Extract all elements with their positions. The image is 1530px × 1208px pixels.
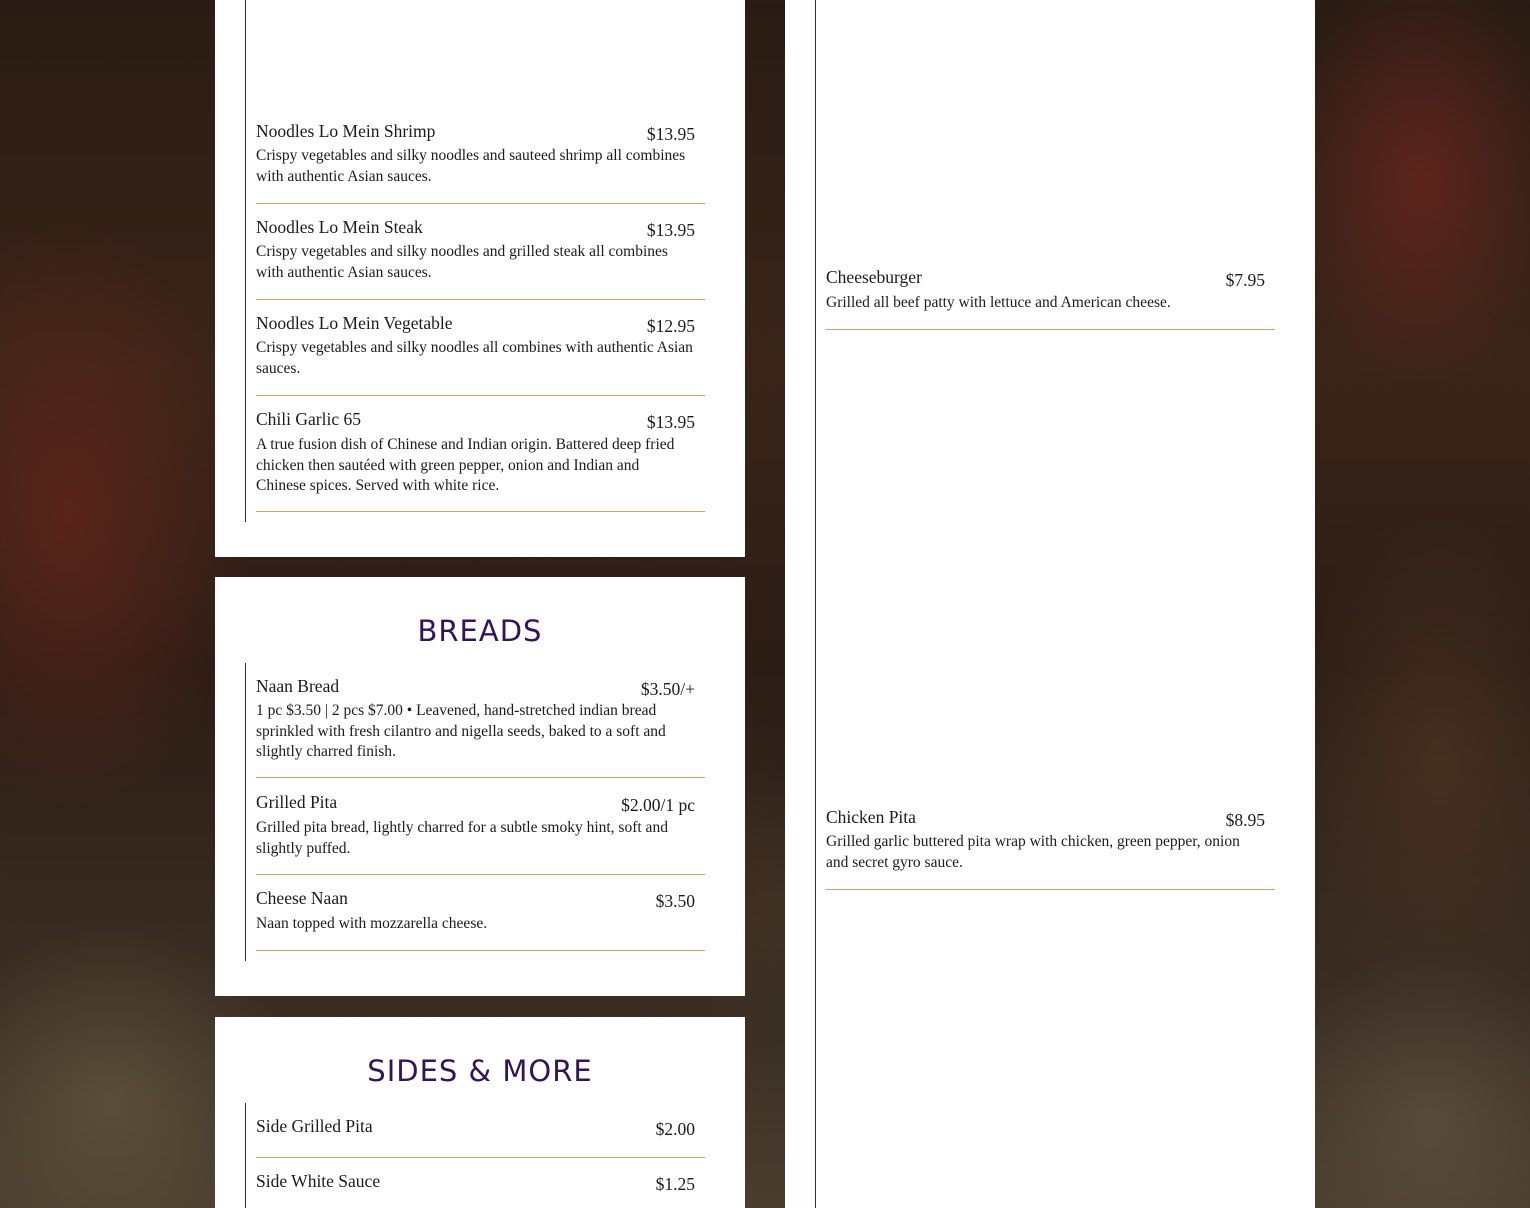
- menu-item-price: $2.00: [655, 1119, 695, 1139]
- menu-item: [256, 121, 705, 204]
- menu-item: [256, 409, 705, 512]
- section-vertical-rule: [245, 0, 246, 522]
- menu-item-price: $13.95: [646, 220, 695, 240]
- section-vertical-rule: [815, 0, 816, 1208]
- menu-item-description: Grilled pita bread, lightly charred for a subtle smoky hint, soft and slightly puffed.: [256, 819, 668, 857]
- menu-item-name: Noodles Lo Mein Steak: [256, 217, 423, 237]
- section-title: BREADS: [417, 614, 543, 648]
- menu-item-name: Noodles Lo Mein Vegetable: [256, 313, 453, 333]
- menu-item-description: Crispy vegetables and silky noodles and sauteed shrimp all combines with authentic Asian sauces.: [256, 147, 686, 185]
- menu-item: [256, 1171, 705, 1208]
- menu-item-price: $13.95: [646, 412, 695, 432]
- menu-item-description: Crispy vegetables and silky noodles and grilled steak all combines with authentic Asian sauces.: [256, 243, 668, 281]
- menu-item-name: Naan Bread: [256, 676, 340, 696]
- menu-item: [256, 676, 705, 778]
- menu-item: [256, 1116, 705, 1158]
- menu-section-panel-sides: [215, 1017, 745, 1208]
- menu-item: [256, 217, 705, 300]
- menu-item-price: $1.25: [655, 1174, 695, 1194]
- menu-item-price: $3.50: [655, 891, 695, 911]
- menu-item-price: $8.95: [1225, 810, 1265, 830]
- menu-item-name: Chicken Pita: [826, 807, 916, 827]
- section-vertical-rule: [245, 663, 246, 961]
- menu-section-panel-right: [785, 0, 1315, 1208]
- menu-item-name: Cheese Naan: [256, 888, 348, 908]
- menu-item: [256, 792, 705, 875]
- menu-item-price: $3.50/+: [640, 679, 695, 699]
- menu-item-name: Side Grilled Pita: [256, 1116, 373, 1136]
- menu-item-description: Grilled garlic buttered pita wrap with chicken, green pepper, onion and secret gyro sauce.: [826, 833, 1240, 871]
- section-vertical-rule: [245, 1103, 246, 1208]
- menu-item-name: Noodles Lo Mein Shrimp: [256, 121, 436, 141]
- menu-item-price: $13.95: [646, 124, 695, 144]
- menu-item: [256, 888, 705, 951]
- menu-item-price: $12.95: [646, 316, 695, 336]
- menu-item-description: Naan topped with mozzarella cheese.: [256, 915, 488, 932]
- menu-item-price: $7.95: [1225, 270, 1265, 290]
- menu-item-name: Cheeseburger: [826, 267, 922, 287]
- menu-item-name: Side White Sauce: [256, 1171, 381, 1191]
- menu-item-name: Grilled Pita: [256, 792, 338, 812]
- menu-item-price: $2.00/1 pc: [621, 795, 695, 815]
- menu-item-description: Grilled all beef patty with lettuce and American cheese.: [826, 294, 1171, 311]
- menu-item: [826, 807, 1275, 890]
- menu-section-panel-breads: [215, 577, 745, 996]
- menu-item-description: 1 pc $3.50 | 2 pcs $7.00 • Leavened, hand-stretched indian bread sprinkled with fresh cilantro and nigella seeds, baked to a soft and slightly charred finish.: [256, 702, 666, 760]
- menu-item-description: Crispy vegetables and silky noodles all combines with authentic Asian sauces.: [256, 339, 693, 377]
- menu-section-panel-noodles: [215, 0, 745, 557]
- menu-item: [826, 267, 1275, 330]
- menu-item-name: Chili Garlic 65: [256, 409, 361, 429]
- menu-item-description: A true fusion dish of Chinese and Indian origin. Battered deep fried chicken then sautéed with green pepper, onion and Indian and Chinese spices. Served with white rice.: [256, 436, 675, 494]
- menu-item: [256, 313, 705, 396]
- section-title: SIDES & MORE: [367, 1054, 593, 1088]
